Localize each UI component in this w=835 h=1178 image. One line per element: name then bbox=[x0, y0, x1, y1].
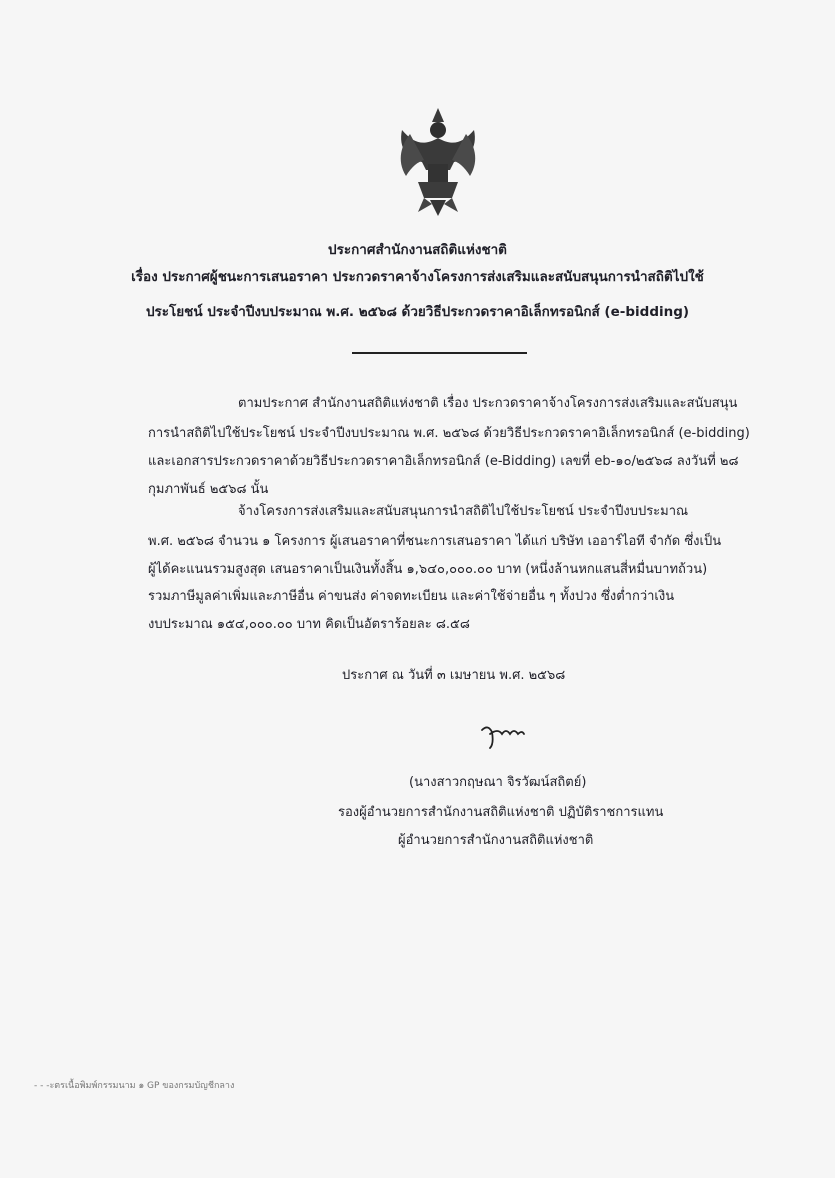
paragraph-2-line-2: พ.ศ. ๒๕๖๘ จำนวน ๑ โครงการ ผู้เสนอราคาที่ชนะการเสนอราคา ได้แก่ บริษัท เออาร์ไอที จำกัด ซึ่งเป็น bbox=[148, 534, 722, 549]
announcement-subject-line-2: ประโยชน์ ประจำปีงบประมาณ พ.ศ. ๒๕๖๘ ด้วยวิธีประกวดราคาอิเล็กทรอนิกส์ (e-bidding) bbox=[145, 304, 690, 320]
announcement-date: ประกาศ ณ วันที่ ๓ เมษายน พ.ศ. ๒๕๖๘ bbox=[342, 668, 566, 683]
paragraph-2-line-5: งบประมาณ ๑๕๔,๐๐๐.๐๐ บาท คิดเป็นอัตราร้อยละ ๘.๕๘ bbox=[148, 617, 470, 632]
signatory-position-line-2: ผู้อำนวยการสำนักงานสถิติแห่งชาติ bbox=[398, 833, 594, 848]
footer-note: - - -ะตรเนื้อพิมพ์กรรมนาม ๑ GP ของกรมบัญชีกลาง bbox=[34, 1081, 235, 1091]
title-divider bbox=[352, 352, 527, 354]
paragraph-2-line-1: จ้างโครงการส่งเสริมและสนับสนุนการนำสถิติไปใช้ประโยชน์ ประจำปีงบประมาณ bbox=[238, 504, 689, 519]
announcement-subject-line-1: เรื่อง ประกาศผู้ชนะการเสนอราคา ประกวดราคาจ้างโครงการส่งเสริมและสนับสนุนการนำสถิติไปใช้ bbox=[131, 269, 704, 285]
paragraph-1-line-1: ตามประกาศ สำนักงานสถิติแห่งชาติ เรื่อง ประกวดราคาจ้างโครงการส่งเสริมและสนับสนุน bbox=[238, 396, 738, 411]
signatory-position-line-1: รองผู้อำนวยการสำนักงานสถิติแห่งชาติ ปฏิบัติราชการแทน bbox=[338, 805, 664, 820]
paragraph-1-line-2: การนำสถิติไปใช้ประโยชน์ ประจำปีงบประมาณ พ.ศ. ๒๕๖๘ ด้วยวิธีประกวดราคาอิเล็กทรอนิกส์ (e-bidding) bbox=[148, 426, 750, 441]
signatory-name: (นางสาวกฤษณา จิรวัฒน์สถิตย์) bbox=[409, 775, 587, 790]
handwritten-signature bbox=[478, 722, 528, 750]
garuda-emblem-icon bbox=[388, 100, 488, 220]
paragraph-1-line-4: กุมภาพันธ์ ๒๕๖๘ นั้น bbox=[148, 482, 269, 497]
announcement-agency-title: ประกาศสำนักงานสถิติแห่งชาติ bbox=[328, 242, 507, 258]
paragraph-1-line-3: และเอกสารประกวดราคาด้วยวิธีประกวดราคาอิเล็กทรอนิกส์ (e-Bidding) เลขที่ eb-๑๐/๒๕๖๘ ลงวันที่ ๒๘ bbox=[148, 454, 739, 469]
paragraph-2-line-3: ผู้ได้คะแนนรวมสูงสุด เสนอราคาเป็นเงินทั้งสิ้น ๑,๖๔๐,๐๐๐.๐๐ บาท (หนึ่งล้านหกแสนสี่หมื่นบาทถ้วน) bbox=[148, 562, 708, 577]
paragraph-2-line-4: รวมภาษีมูลค่าเพิ่มและภาษีอื่น ค่าขนส่ง ค่าจดทะเบียน และค่าใช้จ่ายอื่น ๆ ทั้งปวง ซึ่งต่ำกว่าเงิน bbox=[148, 589, 675, 604]
